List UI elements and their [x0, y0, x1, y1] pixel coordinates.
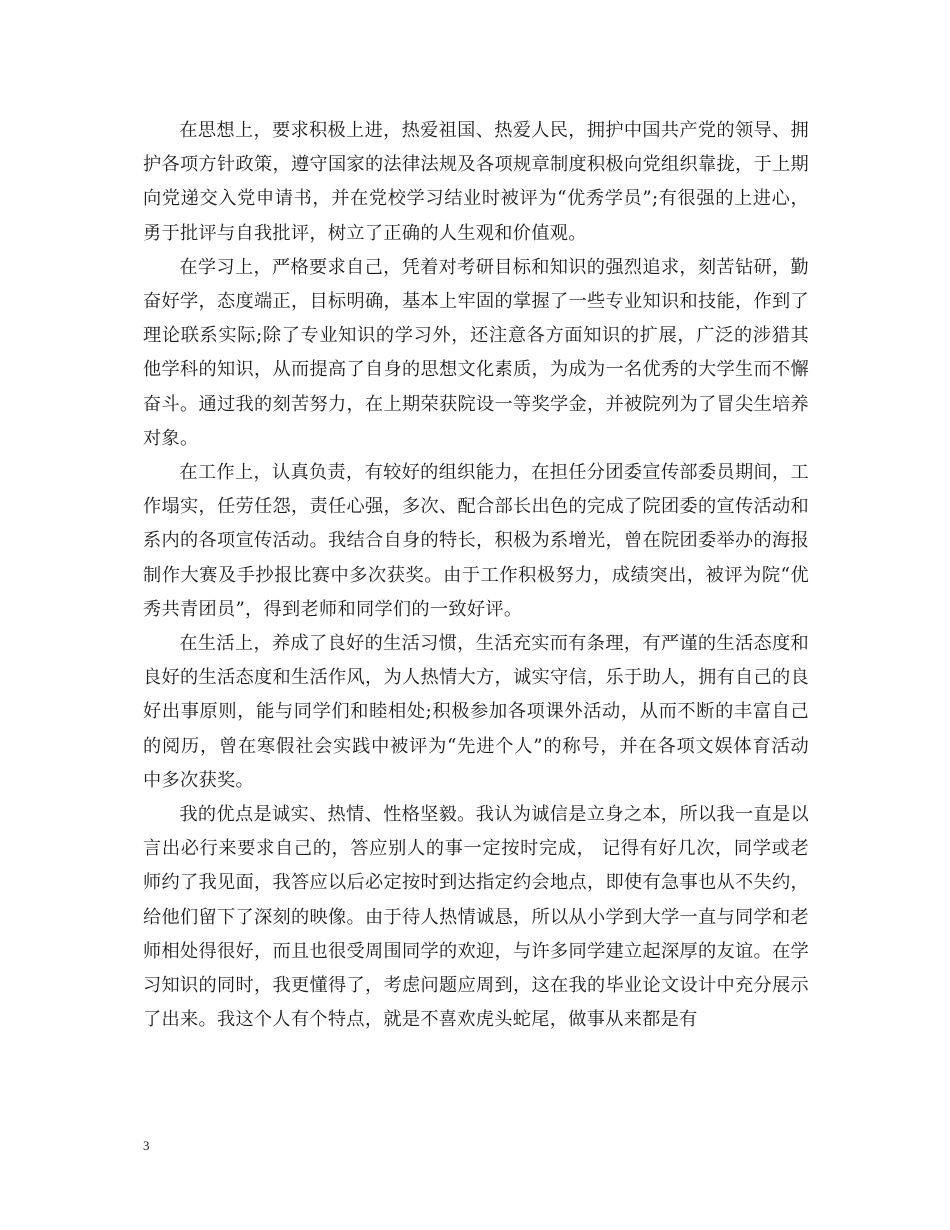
paragraph-ideology: 在思想上，要求积极上进，热爱祖国、热爱人民，拥护中国共产党的领导、拥护各项方针政策，遵守国家的法律法规及各项规章制度积极向党组织靠拢，于上期向党递交入党申请书，并在党校学习结业时被评为“优秀学员”;有很强的上进心，勇于批评与自我批评，树立了正确的人生观和价值观。: [143, 120, 809, 244]
paragraph-study: 在学习上，严格要求自己，凭着对考研目标和知识的强烈追求，刻苦钻研，勤奋好学，态度端正，目标明确，基本上牢固的掌握了一些专业知识和技能，作到了理论联系实际;除了专业知识的学习外，还注意各方面知识的扩展，广泛的涉猎其他学科的知识，从而提高了自身的思想文化素质，为成为一名优秀的大学生而不懈奋斗。通过我的刻苦努力，在上期荣获院设一等奖学金，并被院列为了冒尖生培养对象。: [143, 256, 809, 449]
page-number: 3: [143, 1138, 150, 1153]
paragraph-work: 在工作上，认真负责，有较好的组织能力，在担任分团委宣传部委员期间，工作塌实，任劳任怨，责任心强，多次、配合部长出色的完成了院团委的宣传活动和系内的各项宣传活动。我结合自身的特长，积极为系增光，曾在院团委举办的海报制作大赛及手抄报比赛中多次获奖。由于工作积极努力，成绩突出，被评为院“优秀共青团员”，得到老师和同学们的一致好评。: [143, 462, 809, 620]
paragraph-life: 在生活上，养成了良好的生活习惯，生活充实而有条理，有严谨的生活态度和良好的生活态度和生活作风，为人热情大方，诚实守信，乐于助人，拥有自己的良好出事原则，能与同学们和睦相处;积极参加各项课外活动，从而不断的丰富自己的阅历，曾在寒假社会实践中被评为“先进个人”的称号，并在各项文娱体育活动中多次获奖。: [143, 633, 809, 791]
paragraph-strengths: 我的优点是诚实、热情、性格坚毅。我认为诚信是立身之本，所以我一直是以言出必行来要求自己的，答应别人的事一定按时完成， 记得有好几次，同学或老师约了我见面，我答应以后必定按时到达指定约会地点，即使有急事也从不失约，给他们留下了深刻的映像。由于待人热情诚恳，所以从小学到大学一直与同学和老师相处得很好，而且也很受周围同学的欢迎，与许多同学建立起深厚的友谊。在学习知识的同时，我更懂得了，考虑问题应周到，这在我的毕业论文设计中充分展示了出来。我这个人有个特点，就是不喜欢虎头蛇尾，做事从来都是有: [143, 804, 809, 1031]
document-body: [143, 114, 809, 1037]
